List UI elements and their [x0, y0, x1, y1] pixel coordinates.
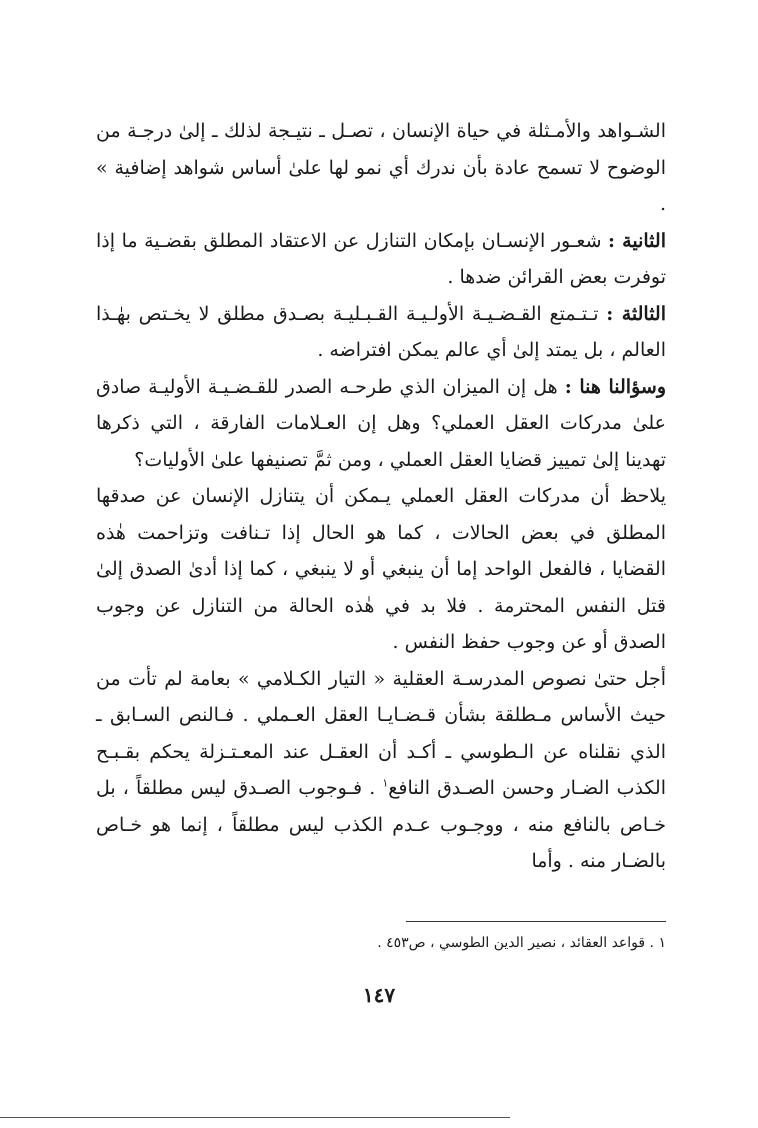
paragraph-5: [96, 478, 666, 661]
paragraph-3-lead: الثالثة :: [606, 302, 666, 325]
paragraph-4: [96, 369, 666, 479]
bottom-edge-line: [0, 1117, 510, 1118]
footnote: ١ . قواعد العقائد ، نصير الدين الطوسي ، ص٤٥٣ .: [377, 935, 666, 951]
paragraph-4-lead: وسؤالنا هنا :: [564, 375, 666, 398]
paragraph-3-text: تـتـمتع القـضـيـة الأولـيـة القـبـليـة بصـدق مطلق لا يخـتص بهٰـذا العالم ، بل يمتد إلىٰ أي عالم يمكن افتراضه .: [96, 302, 666, 361]
footnote-reference: ١: [382, 776, 389, 790]
paragraph-6-text-b: . فـوجوب الصـدق ليس مطلقاً ، بل خـاص بالنافع منه ، ووجـوب عـدم الكذب ليس مطلقاً ، إنما هو خـاص بالضـار منه . وأما: [96, 777, 666, 872]
paragraph-3: [96, 296, 666, 369]
paragraph-2-text: شعـور الإنسـان بإمكان التنازل عن الاعتقاد المطلق بقضـية ما إذا توفرت بعض القرائن ضدها .: [96, 229, 666, 288]
paragraph-5-text: يلاحظ أن مدركات العقل العملي يـمكن أن يتنازل الإنسان عن صدقها المطلق في بعض الحالات ، كما هو الحال إذا تـنافت وتزاحمت هٰذه القضايا ، فالفعل الواحد إما أن ينبغي أو لا ينبغي ، كما إذا أدىٰ الصدق إلىٰ قتل النفس المحترمة . فلا بد في هٰذه الحالة من التنازل عن وجوب الصدق أو عن وجوب حفظ النفس .: [96, 485, 666, 653]
page-number: ١٤٧: [362, 983, 396, 1007]
paragraph-6-text-a: أجل حتىٰ نصوص المدرسـة العقلية « التيار الكـلامي » بعامة لم تأت من حيث الأساس مـطلقة بشأن قـضـايـا العقل العـملي . فـالنص السـابق ـ الذي نقلناه عن الـطوسي ـ أكـد أن العقـل عند المعـتـزلة يحكم بقـبـح الكذب الضـار وحسن الصـدق النافع: [96, 667, 666, 799]
paragraph-2-lead: الثانية :: [608, 229, 666, 252]
paragraph-4-text: هل إن الميزان الذي طرحـه الصدر للقـضـيـة الأوليـة صادق علىٰ مدركات العقل العملي؟ وهل إن العـلامات الفارقة ، التي ذكرها تهدينا إلىٰ تمييز قضايا العقل العملي ، ومن ثمَّ تصنيفها علىٰ الأوليات؟: [96, 375, 666, 471]
paragraph-1: [96, 113, 666, 223]
footnote-divider: [406, 921, 666, 922]
paragraph-1-text: الشـواهد والأمـثلة في حياة الإنسان ، تصـل ـ نتيـجة لذلك ـ إلىٰ درجـة من الوضوح لا تسمح عادة بأن ندرك أي نمو لها علىٰ أساس شواهد إضافية » .: [96, 120, 666, 215]
paragraph-2: [96, 223, 666, 296]
body-text: [96, 113, 666, 880]
paragraph-6: [96, 661, 666, 880]
